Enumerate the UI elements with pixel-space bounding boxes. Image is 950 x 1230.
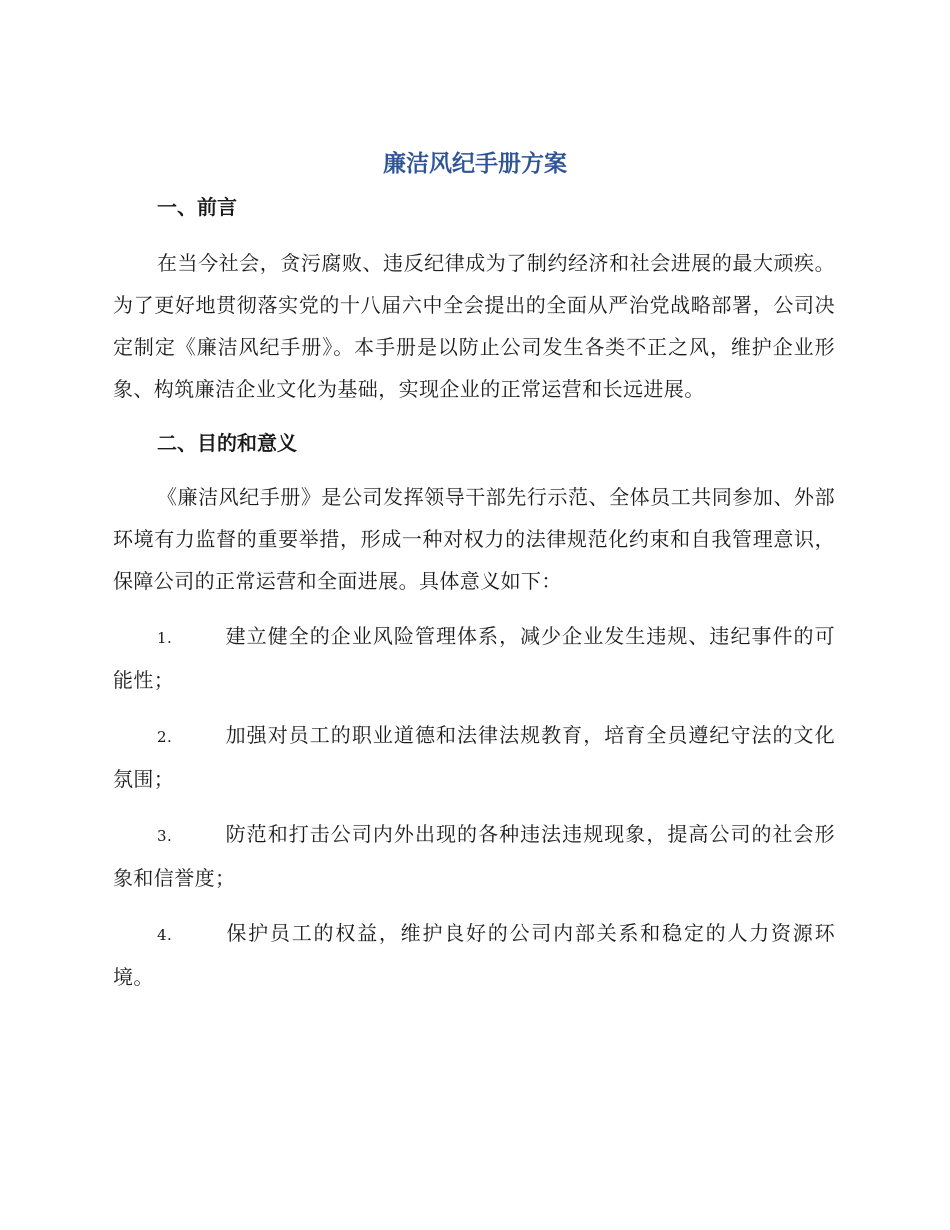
list-item bbox=[113, 912, 835, 998]
preface-paragraph: 在当今社会，贪污腐败、违反纪律成为了制约经济和社会进展的最大顽疾。为了更好地贯彻落实党的十八届六中全会提出的全面从严治党战略部署，公司决定制定《廉洁风纪手册》。本手册是以防止公司发生各类不正之风，维护企业形象、构筑廉洁企业文化为基础，实现企业的正常运营和长远进展。 bbox=[113, 251, 835, 401]
list-item bbox=[113, 615, 835, 701]
section-heading-preface: 一、前言 bbox=[157, 195, 237, 219]
list-item-number: 1. bbox=[157, 629, 173, 647]
list-item-number: 4. bbox=[157, 926, 173, 944]
document-body bbox=[113, 190, 835, 998]
list-item-text: 加强对员工的职业道德和法律法规教育，培育全员遵纪守法的文化氛围； bbox=[113, 723, 835, 791]
list-item-number: 2. bbox=[157, 728, 173, 746]
section-heading-purpose: 二、目的和意义 bbox=[157, 431, 297, 455]
list-item bbox=[113, 813, 835, 899]
list-item-number: 3. bbox=[157, 827, 173, 845]
list-item-text: 建立健全的企业风险管理体系，减少企业发生违规、违纪事件的可能性； bbox=[113, 624, 835, 692]
list-item-text: 防范和打击公司内外出现的各种违法违规现象，提高公司的社会形象和信誉度； bbox=[113, 822, 835, 890]
list-item bbox=[113, 714, 835, 800]
document-title: 廉洁风纪手册方案 bbox=[383, 151, 567, 177]
list-item-text: 保护员工的权益，维护良好的公司内部关系和稳定的人力资源环境。 bbox=[113, 921, 835, 989]
purpose-paragraph: 《廉洁风纪手册》是公司发挥领导干部先行示范、全体员工共同参加、外部环境有力监督的重要举措，形成一种对权力的法律规范化约束和自我管理意识，保障公司的正常运营和全面进展。具体意义如下： bbox=[113, 485, 835, 593]
